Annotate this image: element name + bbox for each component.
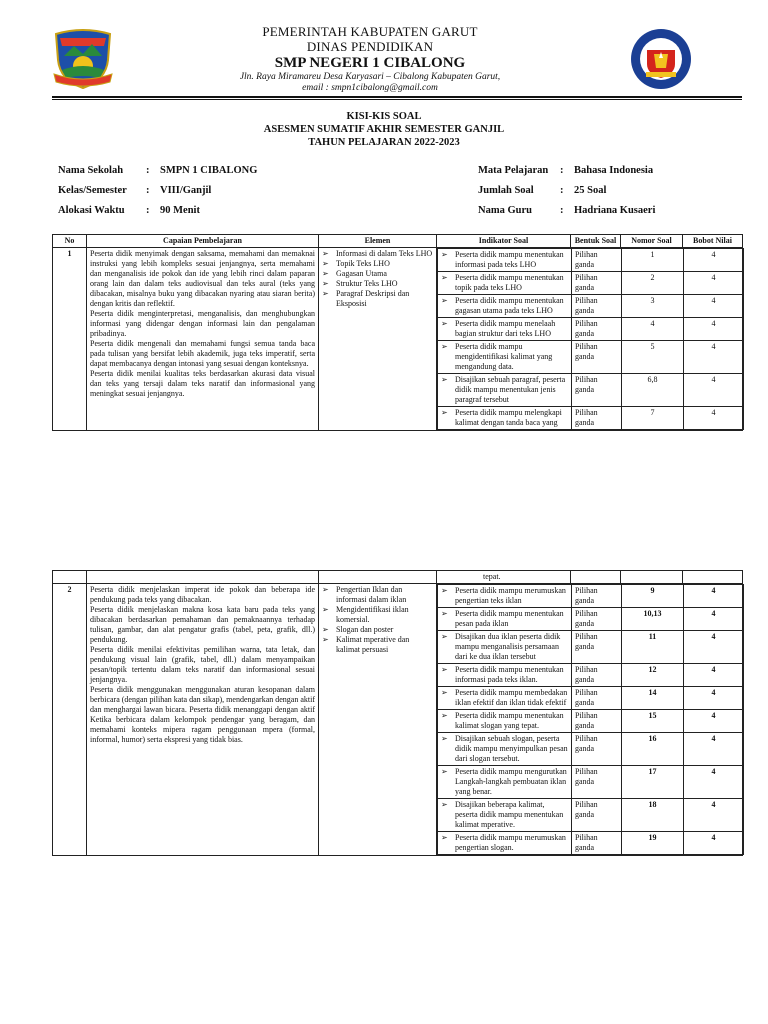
row-number: 1 xyxy=(53,248,87,431)
bentuk-soal-cell: Pilihan ganda xyxy=(572,608,622,631)
elemen-text: Mengidentifikasi iklan komersial. xyxy=(336,605,409,624)
indikator-text: Disajikan dua iklan peserta didik mampu menganalisis persamaan dari ke dua iklan tersebut xyxy=(455,632,561,661)
indikator-text: Peserta didik mampu menentukan gagasan utama pada teks LHO xyxy=(455,296,564,315)
indikator-cell xyxy=(438,249,572,272)
arrow-bullet-icon: ➢ xyxy=(441,632,448,641)
identity-colon: : xyxy=(560,164,564,176)
bobot-nilai-cell: 4 xyxy=(684,608,744,631)
indikator-text: Peserta didik mampu melengkapi kalimat dengan tanda baca yang xyxy=(455,408,562,427)
indikator-text: Peserta didik mampu mengurutkan Langkah-langkah pembuatan iklan yang benar. xyxy=(455,767,567,796)
indicator-row xyxy=(438,733,744,766)
table-row xyxy=(53,584,743,856)
nomor-soal-cell: 14 xyxy=(622,687,684,710)
blueprint-table-section-2 xyxy=(52,570,743,856)
col-header-bentuk: Bentuk Soal xyxy=(571,235,621,248)
bobot-nilai-cell: 4 xyxy=(684,374,744,407)
arrow-bullet-icon: ➢ xyxy=(441,408,448,417)
bentuk-soal-cell: Pilihan ganda xyxy=(572,687,622,710)
bentuk-soal-cell: Pilihan ganda xyxy=(572,664,622,687)
letterhead-rule-thin xyxy=(52,99,742,100)
nomor-soal-cell: 15 xyxy=(622,710,684,733)
school-email: email : smpn1cibalong@gmail.com xyxy=(302,83,438,93)
indicator-row xyxy=(438,799,744,832)
nomor-soal-cell: 10,13 xyxy=(622,608,684,631)
arrow-bullet-icon: ➢ xyxy=(322,279,329,288)
indicator-row xyxy=(438,631,744,664)
nomor-soal-cell: 5 xyxy=(622,341,684,374)
elemen-cell xyxy=(319,584,437,856)
elemen-text: Gagasan Utama xyxy=(336,269,387,278)
bobot-nilai-cell: 4 xyxy=(684,318,744,341)
indikator-cell xyxy=(438,766,572,799)
letterhead-rule-thick xyxy=(52,96,742,98)
identity-label: Nama Sekolah xyxy=(58,164,124,176)
arrow-bullet-icon: ➢ xyxy=(441,273,448,282)
table-header-row xyxy=(53,235,743,248)
arrow-bullet-icon: ➢ xyxy=(322,249,329,258)
capaian-paragraph: Peserta didik menilai efektivitas pemilihan warna, tata letak, dan pendukung visual lain (grafik, tabel, dll.) dalam menyampaikan pesan/topik tertentu dalam teks naratif dan informasional sesuai jenjangnya. xyxy=(90,645,315,684)
identity-label: Kelas/Semester xyxy=(58,184,127,196)
capaian-paragraph: Peserta didik menginterpretasi, menganalisis, dan menghubungkan informasi yang didengar dengan informasi lain dan pengalaman pribadinya. xyxy=(90,309,315,338)
blueprint-table-section-1 xyxy=(52,234,743,431)
bobot-nilai-cell: 4 xyxy=(684,799,744,832)
arrow-bullet-icon: ➢ xyxy=(441,319,448,328)
indikator-text: Peserta didik mampu menentukan informasi pada teks iklan. xyxy=(455,665,564,684)
nomor-soal-cell: 1 xyxy=(622,249,684,272)
bobot-nilai-cell: 4 xyxy=(684,341,744,374)
arrow-bullet-icon: ➢ xyxy=(441,375,448,384)
bobot-nilai-cell: 4 xyxy=(684,733,744,766)
letterhead-text xyxy=(180,24,560,94)
nomor-soal-cell: 3 xyxy=(622,295,684,318)
indicator-row xyxy=(438,272,744,295)
table-row xyxy=(53,248,743,431)
indicator-row xyxy=(438,318,744,341)
government-name: PEMERINTAH KABUPATEN GARUT xyxy=(262,24,478,39)
nomor-soal-cell: 9 xyxy=(622,585,684,608)
indikator-cell xyxy=(438,374,572,407)
nomor-soal-cell: 17 xyxy=(622,766,684,799)
bobot-nilai-cell: 4 xyxy=(684,766,744,799)
letterhead xyxy=(0,0,768,100)
indikator-cell xyxy=(438,341,572,374)
capaian-paragraph: Peserta didik menjelaskan makna kosa kata baru pada teks yang dibacakan berdasarkan pemahaman dan pemaknaannya terhadap tulisan, gambar, dan alat pengatur grafis (tabel, peta, grafik, dll.) pendukung. xyxy=(90,605,315,644)
indikator-text: Disajikan sebuah paragraf, peserta didik mampu menentukan jenis paragraf tersebut xyxy=(455,375,566,404)
indikator-cell xyxy=(438,687,572,710)
indikator-cell xyxy=(438,608,572,631)
title-line-3: TAHUN PELAJARAN 2022-2023 xyxy=(308,137,460,148)
bobot-nilai-cell: 4 xyxy=(684,407,744,430)
bentuk-soal-cell: Pilihan ganda xyxy=(572,249,622,272)
identity-value: 25 Soal xyxy=(574,184,607,196)
identity-row xyxy=(478,200,655,220)
indikator-cell xyxy=(438,631,572,664)
nomor-soal-cell: 16 xyxy=(622,733,684,766)
indicator-row xyxy=(438,407,744,430)
bentuk-soal-cell: Pilihan ganda xyxy=(572,832,622,855)
capaian-paragraph: Peserta didik menilai kualitas teks berdasarkan akurasi data visual dan teks yang tersaji dalam teks naratif dan informasional yang meningkat sesuai jenjangnya. xyxy=(90,369,315,398)
identity-colon: : xyxy=(560,204,564,216)
identity-colon: : xyxy=(146,164,150,176)
elemen-item xyxy=(322,585,433,605)
title-line-1: KISI-KIS SOAL xyxy=(346,111,422,122)
elemen-text: Kalimat mperative dan kalimat persuasi xyxy=(336,635,410,654)
arrow-bullet-icon: ➢ xyxy=(441,296,448,305)
indicator-row xyxy=(438,664,744,687)
indikator-cell xyxy=(438,407,572,430)
bobot-nilai-cell: 4 xyxy=(684,249,744,272)
bobot-nilai-cell: 4 xyxy=(684,585,744,608)
bentuk-soal-cell: Pilihan ganda xyxy=(572,272,622,295)
indikator-cell xyxy=(438,272,572,295)
elemen-cell xyxy=(319,248,437,431)
arrow-bullet-icon: ➢ xyxy=(322,259,329,268)
arrow-bullet-icon: ➢ xyxy=(441,609,448,618)
elemen-text: Slogan dan poster xyxy=(336,625,394,634)
identity-value: Hadriana Kusaeri xyxy=(574,204,656,216)
bentuk-soal-cell: Pilihan ganda xyxy=(572,341,622,374)
indikator-text: Peserta didik mampu menentukan pesan pada iklan xyxy=(455,609,564,628)
document-title xyxy=(0,110,768,149)
arrow-bullet-icon: ➢ xyxy=(441,665,448,674)
bentuk-soal-cell: Pilihan ganda xyxy=(572,585,622,608)
indikator-cell xyxy=(438,832,572,855)
identity-colon: : xyxy=(146,204,150,216)
school-address: Jln. Raya Miramareu Desa Karyasari – Cibalong Kabupaten Garut, xyxy=(239,72,501,82)
arrow-bullet-icon: ➢ xyxy=(441,688,448,697)
bentuk-soal-cell: Pilihan ganda xyxy=(572,374,622,407)
nomor-soal-cell: 2 xyxy=(622,272,684,295)
arrow-bullet-icon: ➢ xyxy=(441,250,448,259)
bentuk-soal-cell: Pilihan ganda xyxy=(572,733,622,766)
indikator-text: Disajikan sebuah slogan, peserta didik mampu menyimpulkan pesan dari slogan tersebut. xyxy=(455,734,568,763)
identity-value: VIII/Ganjil xyxy=(160,184,212,196)
indicator-row xyxy=(438,295,744,318)
indicator-group xyxy=(437,248,743,431)
capaian-cell xyxy=(87,248,319,431)
identity-label: Jumlah Soal xyxy=(478,184,534,196)
indikator-cell xyxy=(438,799,572,832)
indikator-cell xyxy=(438,318,572,341)
indikator-text: Disajikan beberapa kalimat, peserta didik mampu menentukan kalimat mperative. xyxy=(455,800,564,829)
arrow-bullet-icon: ➢ xyxy=(441,833,448,842)
capaian-paragraph: Peserta didik menjelaskan imperat ide pokok dan beberapa ide pendukung pada teks yang dibacakan. xyxy=(90,585,315,604)
identity-row xyxy=(58,160,257,180)
arrow-bullet-icon: ➢ xyxy=(441,800,448,809)
elemen-item xyxy=(322,625,433,635)
row-number: 2 xyxy=(53,584,87,856)
elemen-item xyxy=(322,605,433,625)
indicator-row xyxy=(438,766,744,799)
capaian-paragraph: Peserta didik menggunakan menggunakan aturan kesopanan dalam berbicara (dengan pilihan kata dan sikap), mendengarkan dengan aktif dan menghargai lawan bicara. Peserta didik menanggapi dengan aktif Ketika berbicara dalam kelompok pendengar yang beragam, dan memahami konteks mipera ragam penggunaan mpera (formal, informal, humor) serta ekspresi yang tidak bias. xyxy=(90,685,316,744)
capaian-paragraph: Peserta didik menyimak dengan saksama, memahami dan memaknai instruksi yang lebih kompleks sesuai jenjangnya, serta memahami dan menganalisis ide pokok dan ide yang lebih rinci dalam paparan orang lain dan dalam teks audiovisual dan teks aural (teks yang dibacakan, misalnya buku yang dibacakan nyaring atau siaran berita) dengan kritis dan reflektif. xyxy=(90,249,315,308)
indikator-text: Peserta didik mampu menelaah bagian struktur dari teks LHO xyxy=(455,319,556,338)
bobot-nilai-cell: 4 xyxy=(684,272,744,295)
bentuk-soal-cell: Pilihan ganda xyxy=(572,631,622,664)
indikator-text: Peserta didik mampu merumuskan pengertian slogan. xyxy=(455,833,566,852)
indicator-row xyxy=(438,374,744,407)
elemen-item xyxy=(322,635,433,655)
indicator-group xyxy=(437,584,743,856)
col-header-bobot: Bobot Nilai xyxy=(683,235,743,248)
identity-label: Alokasi Waktu xyxy=(58,204,125,216)
col-header-no: No xyxy=(53,235,87,248)
bentuk-soal-cell: Pilihan ganda xyxy=(572,710,622,733)
indicator-row xyxy=(438,710,744,733)
indicator-row xyxy=(438,585,744,608)
continuation-text: tepat. xyxy=(437,571,571,584)
identity-row xyxy=(478,160,655,180)
nomor-soal-cell: 7 xyxy=(622,407,684,430)
identity-value: SMPN 1 CIBALONG xyxy=(160,164,258,176)
indikator-text: Peserta didik mampu mengidentifikasi kalimat yang mengandung data. xyxy=(455,342,553,371)
bobot-nilai-cell: 4 xyxy=(684,710,744,733)
nomor-soal-cell: 6,8 xyxy=(622,374,684,407)
bentuk-soal-cell: Pilihan ganda xyxy=(572,799,622,832)
elemen-text: Topik Teks LHO xyxy=(336,259,390,268)
garut-regency-emblem-icon xyxy=(50,24,116,90)
bentuk-soal-cell: Pilihan ganda xyxy=(572,766,622,799)
col-header-indikator: Indikator Soal xyxy=(437,235,571,248)
elemen-item xyxy=(322,249,433,259)
arrow-bullet-icon: ➢ xyxy=(322,585,329,594)
nomor-soal-cell: 4 xyxy=(622,318,684,341)
capaian-paragraph: Peserta didik mengenali dan memahami fungsi semua tanda baca pada tulisan yang bersifat lebih akademik, juga teks imperatif, serta dapat membacanya dengan intonasi yang sesuai dengan konteksnya. xyxy=(90,339,315,368)
identity-label: Nama Guru xyxy=(478,204,532,216)
arrow-bullet-icon: ➢ xyxy=(441,711,448,720)
identity-value: Bahasa Indonesia xyxy=(574,164,654,176)
elemen-text: Pengertian Iklan dan informasi dalam iklan xyxy=(336,585,407,604)
indicator-row xyxy=(438,608,744,631)
elemen-item xyxy=(322,269,433,279)
arrow-bullet-icon: ➢ xyxy=(322,605,329,614)
bobot-nilai-cell: 4 xyxy=(684,687,744,710)
indikator-cell xyxy=(438,733,572,766)
identity-row xyxy=(58,180,257,200)
arrow-bullet-icon: ➢ xyxy=(322,269,329,278)
title-line-2: ASESMEN SUMATIF AKHIR SEMESTER GANJIL xyxy=(263,124,505,135)
col-header-elemen: Elemen xyxy=(319,235,437,248)
indikator-text: Peserta didik mampu membedakan iklan efektif dan iklan tidak efektif xyxy=(455,688,568,707)
identity-left xyxy=(58,160,257,220)
identity-row xyxy=(478,180,655,200)
indicator-row xyxy=(438,341,744,374)
identity-right xyxy=(478,160,655,220)
elemen-text: Paragraf Deskripsi dan Eksposisi xyxy=(336,289,410,308)
arrow-bullet-icon: ➢ xyxy=(441,767,448,776)
elemen-item xyxy=(322,259,433,269)
bobot-nilai-cell: 4 xyxy=(684,631,744,664)
col-header-capaian: Capaian Pembelajaran xyxy=(87,235,319,248)
nomor-soal-cell: 18 xyxy=(622,799,684,832)
elemen-text: Struktur Teks LHO xyxy=(336,279,398,288)
elemen-text: Informasi di dalam Teks LHO xyxy=(336,249,433,258)
indikator-cell xyxy=(438,295,572,318)
nomor-soal-cell: 11 xyxy=(622,631,684,664)
arrow-bullet-icon: ➢ xyxy=(322,289,329,298)
indikator-text: Peserta didik mampu menentukan informasi pada teks LHO xyxy=(455,250,564,269)
nomor-soal-cell: 12 xyxy=(622,664,684,687)
nomor-soal-cell: 19 xyxy=(622,832,684,855)
elemen-item xyxy=(322,279,433,289)
school-name: SMP NEGERI 1 CIBALONG xyxy=(274,55,466,71)
indikator-cell xyxy=(438,710,572,733)
indikator-cell xyxy=(438,664,572,687)
school-seal-icon xyxy=(630,28,692,90)
indicator-row xyxy=(438,249,744,272)
bentuk-soal-cell: Pilihan ganda xyxy=(572,295,622,318)
bentuk-soal-cell: Pilihan ganda xyxy=(572,318,622,341)
indicator-row xyxy=(438,832,744,855)
indikator-cell xyxy=(438,585,572,608)
bobot-nilai-cell: 4 xyxy=(684,664,744,687)
arrow-bullet-icon: ➢ xyxy=(441,586,448,595)
department-name: DINAS PENDIDIKAN xyxy=(306,39,434,54)
arrow-bullet-icon: ➢ xyxy=(322,635,329,644)
elemen-item xyxy=(322,289,433,309)
indicator-row xyxy=(438,687,744,710)
bobot-nilai-cell: 4 xyxy=(684,295,744,318)
identity-label: Mata Pelajaran xyxy=(478,164,549,176)
arrow-bullet-icon: ➢ xyxy=(441,342,448,351)
bobot-nilai-cell: 4 xyxy=(684,832,744,855)
bentuk-soal-cell: Pilihan ganda xyxy=(572,407,622,430)
capaian-cell xyxy=(87,584,319,856)
identity-value: 90 Menit xyxy=(160,204,200,216)
indikator-text: Peserta didik mampu merumuskan pengertian teks iklan xyxy=(455,586,566,605)
identity-row xyxy=(58,200,257,220)
continuation-row xyxy=(53,571,743,584)
identity-colon: : xyxy=(560,184,564,196)
indikator-text: Peserta didik mampu menentukan kalimat slogan yang tepat. xyxy=(455,711,564,730)
indikator-text: Peserta didik mampu menentukan topik pada teks LHO xyxy=(455,273,564,292)
identity-colon: : xyxy=(146,184,150,196)
col-header-nomor: Nomor Soal xyxy=(621,235,683,248)
arrow-bullet-icon: ➢ xyxy=(322,625,329,634)
arrow-bullet-icon: ➢ xyxy=(441,734,448,743)
